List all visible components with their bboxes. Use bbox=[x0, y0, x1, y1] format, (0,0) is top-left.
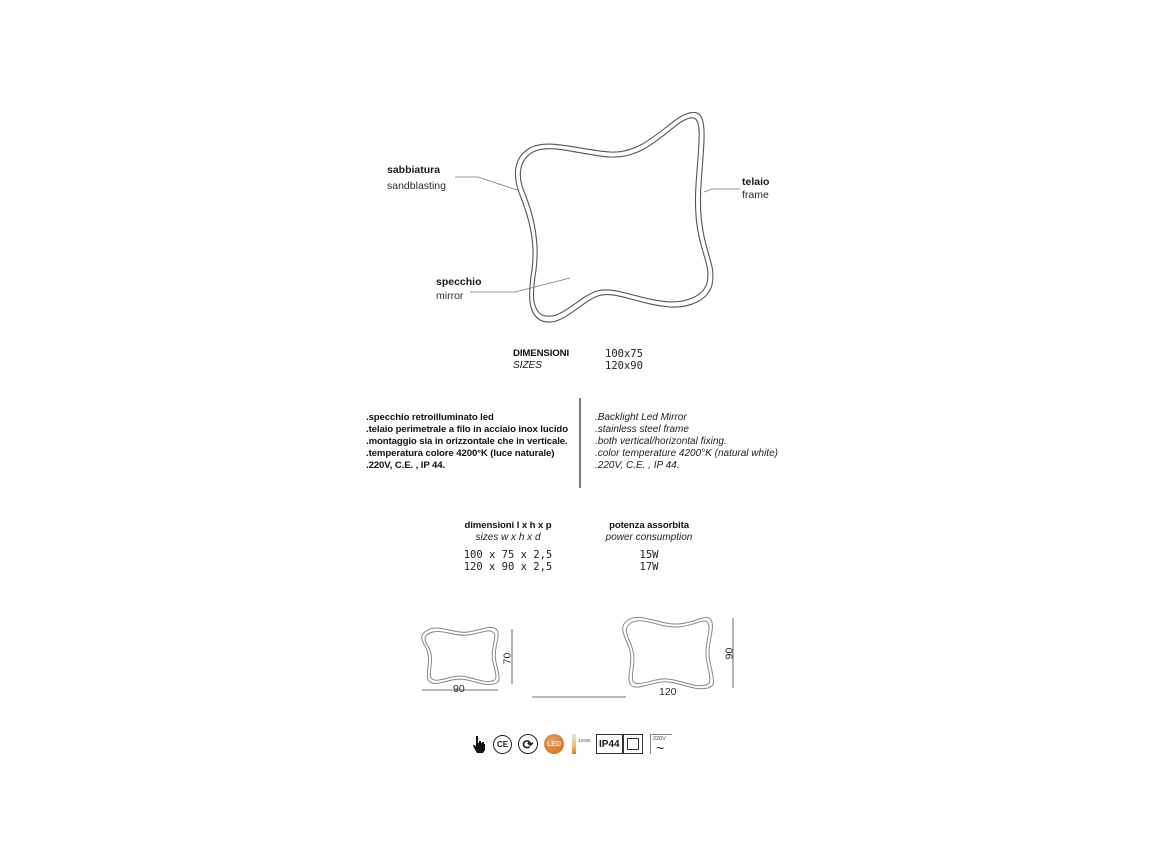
feature-en-item: .Backlight Led Mirror bbox=[595, 412, 687, 423]
label-frame-it: telaio bbox=[742, 176, 770, 188]
power-header-it: potenza assorbita bbox=[609, 520, 689, 531]
power-row: 15W bbox=[639, 549, 659, 561]
touch-switch-icon bbox=[472, 733, 486, 755]
power-row: 17W bbox=[639, 561, 659, 573]
label-mirror-it: specchio bbox=[436, 276, 482, 288]
small-1-height-label: 70 bbox=[501, 652, 514, 665]
dim-header-en: sizes w x h x d bbox=[475, 532, 541, 543]
feature-en-item: .stainless steel frame bbox=[595, 424, 689, 435]
feature-en-item: .220V, C.E. , IP 44. bbox=[595, 460, 680, 471]
label-mirror-en: mirror bbox=[436, 290, 464, 302]
power-header-en: power consumption bbox=[605, 532, 693, 543]
feature-it-item: .220V, C.E. , IP 44. bbox=[366, 460, 446, 471]
color-temperature-icon: 4200K bbox=[570, 733, 592, 755]
features-english bbox=[595, 412, 778, 472]
ip44-icon: IP44 bbox=[596, 733, 623, 755]
small-mirror-120x90 bbox=[623, 617, 714, 688]
double-insulation-icon bbox=[623, 733, 643, 755]
led-icon: LED bbox=[544, 733, 564, 755]
size-value: 120x90 bbox=[605, 360, 643, 372]
feature-en-item: .both vertical/horizontal fixing. bbox=[595, 436, 727, 447]
dim-header-it: dimensioni l x h x p bbox=[464, 520, 552, 531]
feature-it-item: .montaggio sia in orizzontale che in verticale. bbox=[366, 436, 568, 447]
feature-it-item: .temperatura colore 4200°K (luce naturale) bbox=[366, 448, 555, 459]
label-sandblasting bbox=[387, 164, 446, 193]
sizes-title bbox=[513, 348, 569, 372]
small-2-width-label: 120 bbox=[659, 686, 677, 698]
spec-power-column bbox=[590, 520, 708, 573]
dim-row: 100 x 75 x 2,5 bbox=[463, 549, 553, 561]
sizes-title-en: SIZES bbox=[513, 360, 542, 371]
small-mirror-90x70 bbox=[422, 627, 499, 684]
spec-dimensions-column bbox=[448, 520, 568, 573]
leader-lines bbox=[455, 177, 740, 292]
size-value: 100x75 bbox=[605, 348, 643, 360]
recycle-icon: ⟳ bbox=[518, 733, 538, 755]
sizes-title-it: DIMENSIONI bbox=[513, 348, 570, 359]
label-mirror bbox=[436, 276, 482, 303]
sizes-values bbox=[605, 348, 643, 372]
ce-mark-icon: CE bbox=[493, 733, 512, 755]
label-frame-en: frame bbox=[742, 189, 769, 201]
feature-en-item: .color temperature 4200°K (natural white) bbox=[595, 448, 778, 459]
small-2-height-label: 90 bbox=[723, 647, 736, 660]
small-1-width-label: 90 bbox=[453, 683, 465, 695]
main-mirror-outline bbox=[515, 112, 712, 322]
feature-it-item: .specchio retroilluminato led bbox=[366, 412, 494, 423]
label-sandblasting-it: sabbiatura bbox=[387, 164, 441, 176]
feature-it-item: .telaio perimetrale a filo in acciaio inox lucido bbox=[366, 424, 568, 435]
features-italian bbox=[366, 412, 568, 472]
label-sandblasting-en: sandblasting bbox=[387, 180, 446, 192]
label-frame bbox=[742, 176, 769, 202]
dim-row: 120 x 90 x 2,5 bbox=[463, 561, 553, 573]
voltage-icon: 220V ~ bbox=[650, 733, 672, 755]
